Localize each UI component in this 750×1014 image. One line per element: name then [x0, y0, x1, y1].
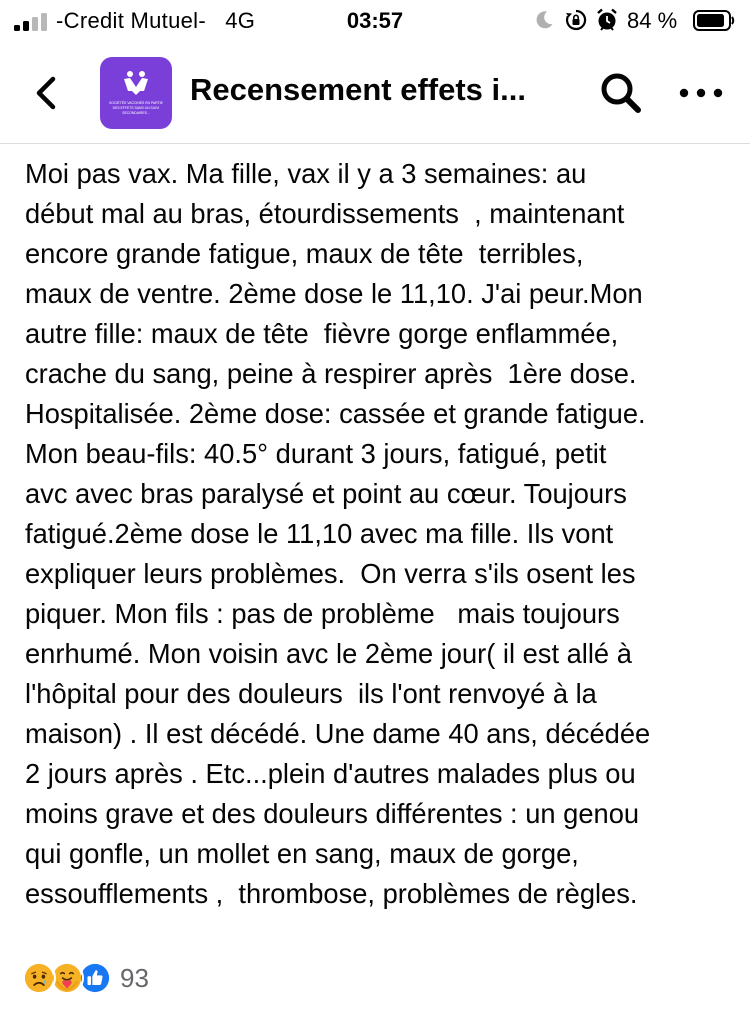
post-line: Moi pas vax. Ma fille, vax il y a 3 semaines: au	[25, 158, 587, 189]
carrier-name: -Credit Mutuel-	[56, 8, 206, 33]
post-line: autre fille: maux de tête fièvre gorge enflammée,	[25, 318, 619, 349]
group-logo	[100, 57, 172, 129]
post-line: crache du sang, peine à respirer après 1ère dose.	[25, 358, 637, 389]
group-title[interactable]: Recensement effets i...	[190, 72, 526, 107]
post-body	[25, 154, 737, 914]
post-line: enrhumé. Mon voisin avc le 2ème jour( il est allé à	[25, 638, 632, 669]
search-icon	[598, 70, 644, 116]
status-bar	[0, 0, 750, 42]
group-avatar[interactable]	[100, 57, 172, 129]
avatar-line-3: SECONDAIRES...	[122, 111, 150, 115]
avatar-line-2: DES EFFETS SANS UN SUIVI	[112, 106, 160, 110]
search-button[interactable]	[598, 70, 644, 116]
post-line: Mon beau-fils: 40.5° durant 3 jours, fatigué, petit	[25, 438, 607, 469]
post-line: expliquer leurs problèmes. On verra s'ils osent les	[25, 558, 636, 589]
reactions-summary[interactable]	[22, 958, 149, 998]
network-type: 4G	[225, 8, 256, 33]
more-options-button[interactable]	[676, 72, 726, 114]
post-line: moins grave et des douleurs différentes : un genou	[25, 798, 640, 829]
back-button[interactable]	[26, 72, 66, 114]
post-line: fatigué.2ème dose le 11,10 avec ma fille. Ils vont	[25, 518, 614, 549]
post-line: avc avec bras paralysé et point au cœur. Toujours	[25, 478, 627, 509]
rotation-lock-icon	[565, 9, 587, 31]
post-line: Hospitalisée. 2ème dose: cassée et grande fatigue.	[25, 398, 646, 429]
post-line: 2 jours après . Etc...plein d'autres malades plus ou	[25, 758, 636, 789]
post-line: encore grande fatigue, maux de tête terribles,	[25, 238, 584, 269]
clock: 03:57	[346, 8, 404, 33]
post-line: qui gonfle, un mollet en sang, maux de gorge,	[25, 838, 579, 869]
battery-icon	[693, 10, 735, 31]
post-line: maux de ventre. 2ème dose le 11,10. J'ai peur.Mon	[25, 278, 643, 309]
post-line: piquer. Mon fils : pas de problème mais toujours	[25, 598, 620, 629]
avatar-line-1: SOCIÉTÉS VACCINÉS EN PARTIE	[109, 101, 163, 105]
moon-icon	[534, 10, 554, 30]
sad-reaction-icon	[22, 961, 56, 995]
chevron-left-icon	[34, 76, 58, 110]
more-horizontal-icon	[676, 72, 726, 114]
battery-percent: 84 %	[627, 8, 678, 33]
post-line: essoufflements , thrombose, problèmes de règles.	[25, 878, 638, 909]
post-line: l'hôpital pour des douleurs ils l'ont renvoyé à la	[25, 678, 597, 709]
post-line: début mal au bras, étourdissements , maintenant	[25, 198, 625, 229]
post-line: maison) . Il est décédé. Une dame 40 ans, décédée	[25, 718, 651, 749]
alarm-icon	[596, 8, 618, 32]
reaction-count: 93	[120, 962, 149, 993]
group-header	[0, 42, 750, 144]
